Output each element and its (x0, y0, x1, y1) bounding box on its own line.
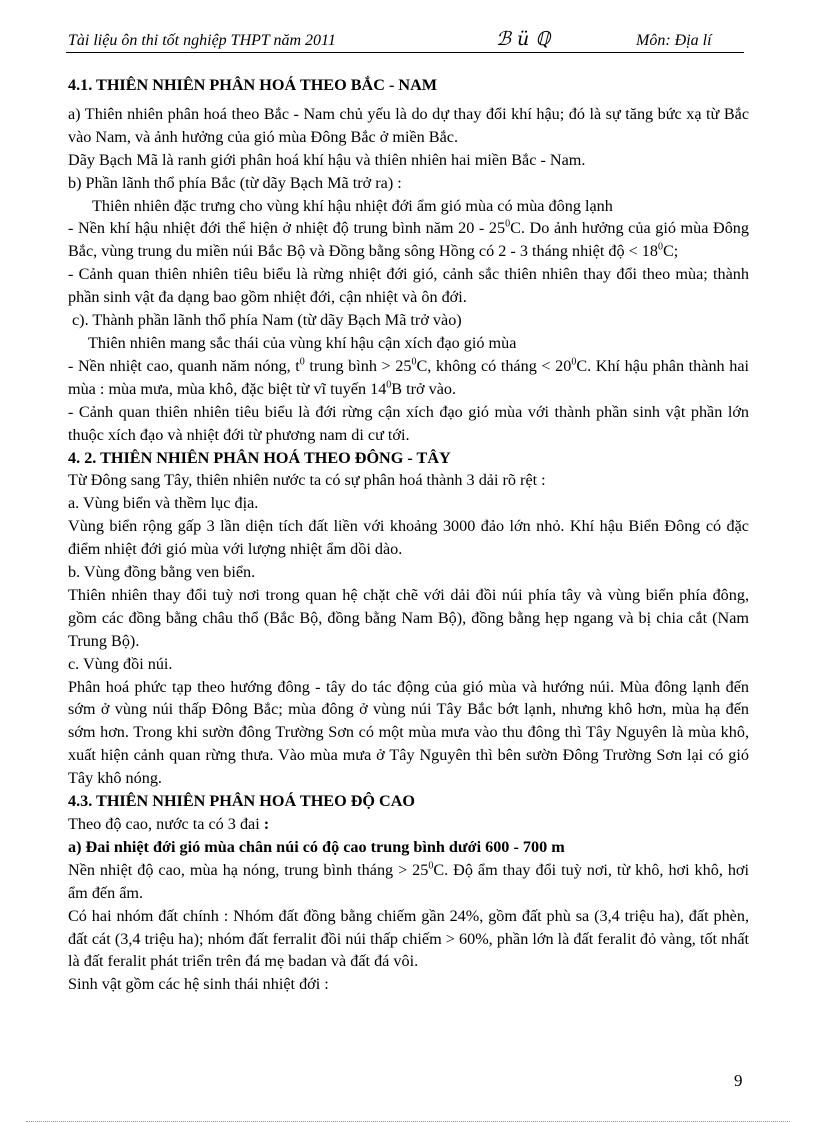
paragraph: b. Vùng đồng bằng ven biển. (68, 563, 256, 582)
header-subject: Môn: Địa lí (636, 32, 712, 49)
section-heading-4-2: 4. 2. THIÊN NHIÊN PHÂN HOÁ THEO ĐÔNG - TÂY (68, 448, 451, 467)
paragraph: Theo độ cao, nước ta có 3 đai : (68, 815, 270, 833)
paragraph: Từ Đông sang Tây, thiên nhiên nước ta có sự phân hoá thành 3 dải rõ rệt : (68, 471, 546, 490)
paragraph: - Nền nhiệt cao, quanh năm nóng, $t^0$ trung bình > $25^0C$, không có tháng < $20^0C$. Khí hậu phân thành hai mùa : mùa mưa, mùa khô, đặc biệt từ vĩ tuyến $14^0B$ trở vào. (68, 356, 750, 398)
footer-divider (26, 1121, 790, 1122)
paragraph: c). Thành phần lãnh thổ phía Nam (từ dãy Bạch Mã trở vào) (72, 311, 462, 330)
paragraph: a) Thiên nhiên phân hoá theo Bắc - Nam chủ yếu là do dự thay đổi khí hậu; đó là sự tăng bức xạ từ Bắc vào Nam, và ảnh hưởng của gió mùa Đông Bắc ở miền Bắc. (68, 104, 749, 146)
page-number: 9 (734, 1071, 743, 1090)
paragraph: c. Vùng đồi núi. (68, 654, 173, 673)
section-heading-4-1: 4.1. THIÊN NHIÊN PHÂN HOÁ THEO BẮC - NAM (68, 76, 438, 94)
paragraph: Phân hoá phức tạp theo hướng đông - tây do tác động của gió mùa và hướng núi. Mùa đông lạnh đến sớm ở vùng núi thấp Đông Bắc; mùa đông ở vùng núi Tây Bắc bớt lạnh, nhưng khô hơn, mùa hạ đến sớm hơn. Trong khi sườn đông Trường Sơn có một mùa mưa vào thu đông thì Tây Nguyên là mùa khô, xuất hiện cảnh quan rừng thưa. Vào mùa mưa ở Tây Nguyên thì bên sườn Đông Trường Sơn lại có gió Tây khô nóng. (68, 677, 749, 788)
paragraph: Dãy Bạch Mã là ranh giới phân hoá khí hậu và thiên nhiên hai miền Bắc - Nam. (68, 150, 586, 169)
paragraph: Sinh vật gồm các hệ sinh thái nhiệt đới : (68, 975, 329, 994)
paragraph: - Nền khí hậu nhiệt đới thể hiện ở nhiệt độ trung bình năm $20 - 25^0C$. Do ảnh hưởng của gió mùa Đông Bắc, vùng trung du miền núi Bắc Bộ và Đồng bằng sông Hồng có 2 - 3 tháng nhiệt độ < $18^0C$; (68, 219, 749, 261)
paragraph: - Cảnh quan thiên nhiên tiêu biểu là đới rừng cận xích đạo gió mùa với thành phần sinh vật phần lớn thuộc xích đạo và nhiệt đới từ phương nam di cư tới. (68, 402, 749, 444)
section-heading-4-3: 4.3. THIÊN NHIÊN PHÂN HOÁ THEO ĐỘ CAO (68, 792, 416, 811)
document-body (68, 74, 749, 996)
paragraph: Thiên nhiên thay đổi tuỳ nơi trong quan hệ chặt chẽ với dải đồi núi phía tây và vùng biển phía đông, gồm các đồng bằng châu thổ (Bắc Bộ, đồng bằng Nam Bộ), đồng bằng hẹp ngang và bị chia cắt (Nam Trung Bộ). (68, 585, 749, 650)
page-header (66, 30, 744, 53)
header-document-title: Tài liệu ôn thi tốt nghiệp THPT năm 2011 (68, 32, 336, 49)
paragraph: Nền nhiệt độ cao, mùa hạ nóng, trung bình tháng > $25^0C$. Độ ẩm thay đổi tuỳ nơi, từ khô, hơi khô, hơi ẩm đến ẩm. (68, 860, 749, 902)
paragraph: b) Phần lãnh thổ phía Bắc (từ dãy Bạch Mã trở ra) : (68, 173, 402, 192)
subsection-heading-a: a) Đai nhiệt đới gió mùa chân núi có độ cao trung bình dưới 600 - 700 m (68, 837, 565, 856)
paragraph: - Cảnh quan thiên nhiên tiêu biểu là rừng nhiệt đới gió, cảnh sắc thiên nhiên thay đổi theo mùa; thành phần sinh vật đa dạng bao gồm nhiệt đới, cận nhiệt và ôn đới. (68, 265, 749, 307)
paragraph: a. Vùng biển và thềm lục địa. (68, 494, 259, 513)
paragraph: Có hai nhóm đất chính : Nhóm đất đồng bằng chiếm gần 24%, gồm đất phù sa (3,4 triệu ha), đất phèn, đất cát (3,4 triệu ha); nhóm đất ferralit đồi núi thấp chiếm > 60%, phần lớn là đất feralit đỏ vàng, tốt nhất là đất feralit phát triển trên đá mẹ badan và đất đá vôi. (68, 906, 749, 971)
paragraph: Thiên nhiên mang sắc thái của vùng khí hậu cận xích đạo gió mùa (88, 333, 517, 352)
paragraph: Vùng biển rộng gấp 3 lần diện tích đất liền với khoảng 3000 đảo lớn nhỏ. Khí hậu Biển Đông có đặc điểm nhiệt đới gió mùa với lượng nhiệt ẩm dồi dào. (68, 517, 749, 559)
header-ornament: ℬ ü ℚ (496, 28, 551, 50)
paragraph: Thiên nhiên đặc trưng cho vùng khí hậu nhiệt đới ẩm gió mùa có mùa đông lạnh (92, 196, 613, 215)
